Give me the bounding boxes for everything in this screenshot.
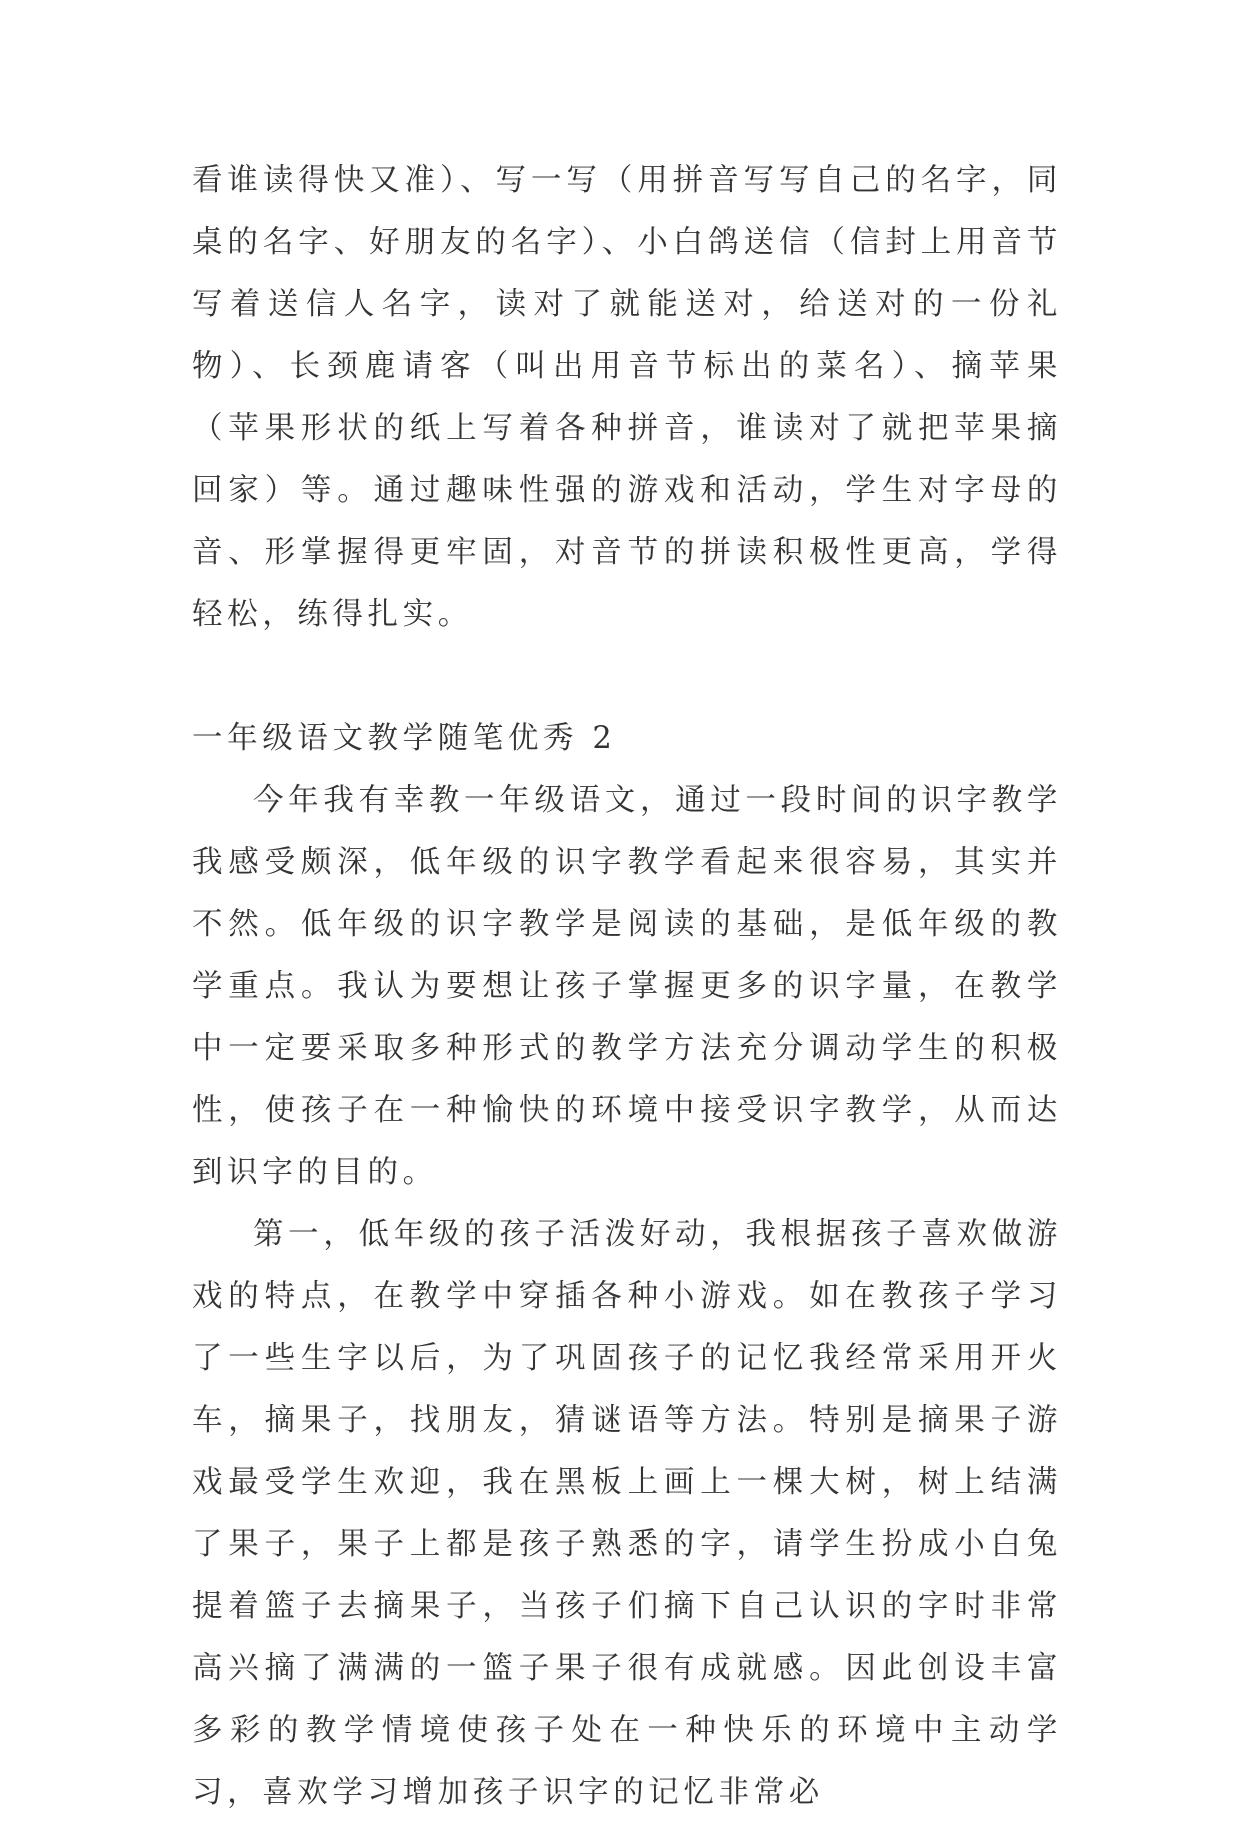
body-paragraph-1: 今年我有幸教一年级语文，通过一段时间的识字教学我感受颇深，低年级的识字教学看起来很容易，其实并不然。低年级的识字教学是阅读的基础，是低年级的教学重点。我认为要想让孩子掌握更多的识字量，在教学中一定要采取多种形式的教学方法充分调动学生的积极性，使孩子在一种愉快的环境中接受识字教学，从而达到识字的目的。 xyxy=(192,783,1062,1190)
continued-paragraph: 看谁读得快又准）、写一写（用拼音写写自己的名字，同桌的名字、好朋友的名字）、小白鸽送信（信封上用音节写着送信人名字，读对了就能送对，给送对的一份礼物）、长颈鹿请客（叫出用音节标出的菜名）、摘苹果（苹果形状的纸上写着各种拼音，谁读对了就把苹果摘回家）等。通过趣味性强的游戏和活动，学生对字母的音、形掌握得更牢固，对音节的拼读积极性更高，学得轻松，练得扎实。 xyxy=(192,163,1062,632)
section-title: 一年级语文教学随笔优秀 2 xyxy=(192,721,617,756)
document-body xyxy=(192,150,1062,1824)
section-spacer xyxy=(192,646,1062,708)
body-paragraph-2: 第一，低年级的孩子活泼好动，我根据孩子喜欢做游戏的特点，在教学中穿插各种小游戏。如在教孩子学习了一些生字以后，为了巩固孩子的记忆我经常采用开火车，摘果子，找朋友，猜谜语等方法。特别是摘果子游戏最受学生欢迎，我在黑板上画上一棵大树，树上结满了果子，果子上都是孩子熟悉的字，请学生扮成小白兔提着篮子去摘果子，当孩子们摘下自己认识的字时非常高兴摘了满满的一篮子果子很有成就感。因此创设丰富多彩的教学情境使孩子处在一种快乐的环境中主动学习，喜欢学习增加孩子识字的记忆非常必 xyxy=(192,1217,1062,1810)
